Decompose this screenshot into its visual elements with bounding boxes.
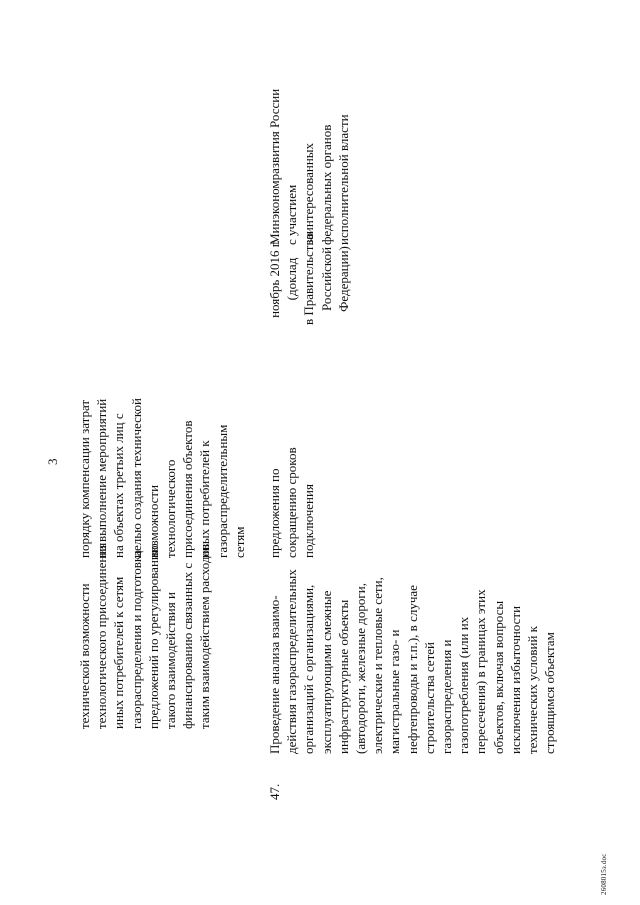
continued-result-text: порядку компенсации затрат на выполнение мероприятий на объектах третьих лиц с целью создания технической возможности технологического присоединения объектов иных потребителей к газораспределительным сетям	[77, 397, 247, 558]
row-number: 47.	[267, 783, 282, 800]
measure-text: Проведение анализа взаимо- действия газораспределительных организаций с организациями, эксплуатирующими смежные инфраструктурные объекты (автодороги, железные дороги, электрические и тепловые сети, магистральные газо- и нефтепроводы и т.п.), в случае строительства сетей газораспределения и газопотребления (или их пересечения) в границах этих объектов, включая вопросы исключения избыточности технических условий к строящимся объектам	[267, 569, 558, 754]
document-footer: 2608015з.doc	[600, 853, 608, 895]
deadline-text: ноябрь 2016 г. (доклад в Правительство Российской Федерации)	[267, 232, 351, 325]
responsible-text: Минэкономразвития России с участием заинтересованных федеральных органов исполнительной власти	[267, 88, 351, 245]
page-number: 3	[45, 458, 60, 465]
result-text: предложения по сокращению сроков подключения	[267, 447, 317, 558]
continued-measure-text: технической возможности технологического присоединения иных потребителей к сетям газораспределения и подготовка предложений по урегулированию такого взаимодействия и финансированию связанных с таким взаимодействием расходов	[77, 542, 213, 729]
